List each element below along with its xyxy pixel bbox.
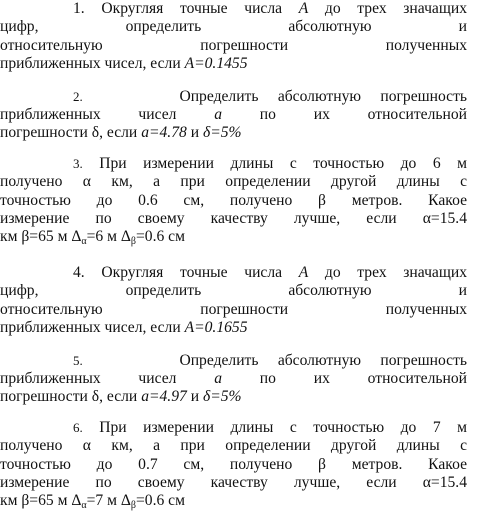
task-2 xyxy=(0,87,467,143)
task-1-line-3: относительную погрешности полученных xyxy=(0,36,467,54)
task-6-number: 6. xyxy=(73,419,83,435)
task-4 xyxy=(0,263,467,338)
task-6-line-4: измерение по своему качеству лучше, если α=15.4 xyxy=(0,473,467,491)
task-1-line-1: 1. Округляя точные числа A до трех значащих xyxy=(73,0,467,17)
task-6-line-5: км β=65 м $\Delta_\alpha=7$ м $\Delta_\beta=0.6$ см xyxy=(0,492,185,512)
task-1 xyxy=(0,0,467,74)
task-2-number: 2. xyxy=(73,88,83,104)
task-3-line-2: получено α км, а при определении другой длины с xyxy=(0,173,467,191)
task-3-line-5: км β=65 м $\Delta_\alpha=6$ м $\Delta_\beta=0.6$ см xyxy=(0,228,185,248)
task-2-line-3: погрешности δ, если a=4.78 и δ=5% xyxy=(0,124,242,142)
task-3 xyxy=(0,154,467,252)
task-3-line-3: точностью до 0.6 см, получено β метров. Какое xyxy=(0,191,467,209)
task-4-line-4: приближенных чисел, если A=0.1655 xyxy=(0,319,248,337)
task-1-line-4: приближенных чисел, если A=0.1455 xyxy=(0,55,248,73)
task-5-line-2: приближенных чисел a по их относительной xyxy=(0,369,467,387)
task-5-line-1: 5. Определить абсолютную погрешность xyxy=(73,351,467,369)
task-4-line-2: цифр, определить абсолютную и xyxy=(0,282,467,300)
task-2-line-2: приближенных чисел a по их относительной xyxy=(0,106,467,124)
task-4-line-3: относительную погрешности полученных xyxy=(0,300,467,318)
task-6-line-1: 6. При измерении длины с точностью до 7 м xyxy=(73,418,467,436)
task-6-line-3: точностью до 0.7 см, получено β метров. Какое xyxy=(0,455,467,473)
task-6 xyxy=(0,418,467,516)
task-5-line-3: погрешности δ, если a=4.97 и δ=5% xyxy=(0,388,242,406)
task-1-number: 1. xyxy=(73,0,85,17)
task-3-line-1: 3. При измерении длины с точностью до 6 м xyxy=(73,154,467,172)
task-4-number: 4. xyxy=(73,263,85,281)
task-1-line-2: цифр, определить абсолютную и xyxy=(0,18,467,36)
task-3-number: 3. xyxy=(73,155,83,171)
task-4-line-1: 4. Округляя точные числа A до трех значащих xyxy=(73,263,467,281)
task-2-line-1: 2. Определить абсолютную погрешность xyxy=(73,87,467,105)
task-3-line-4: измерение по своему качеству лучше, если α=15.4 xyxy=(0,210,467,228)
task-5-number: 5. xyxy=(73,352,83,368)
task-5 xyxy=(0,351,467,407)
task-6-line-2: получено α км, а при определении другой длины с xyxy=(0,437,467,455)
